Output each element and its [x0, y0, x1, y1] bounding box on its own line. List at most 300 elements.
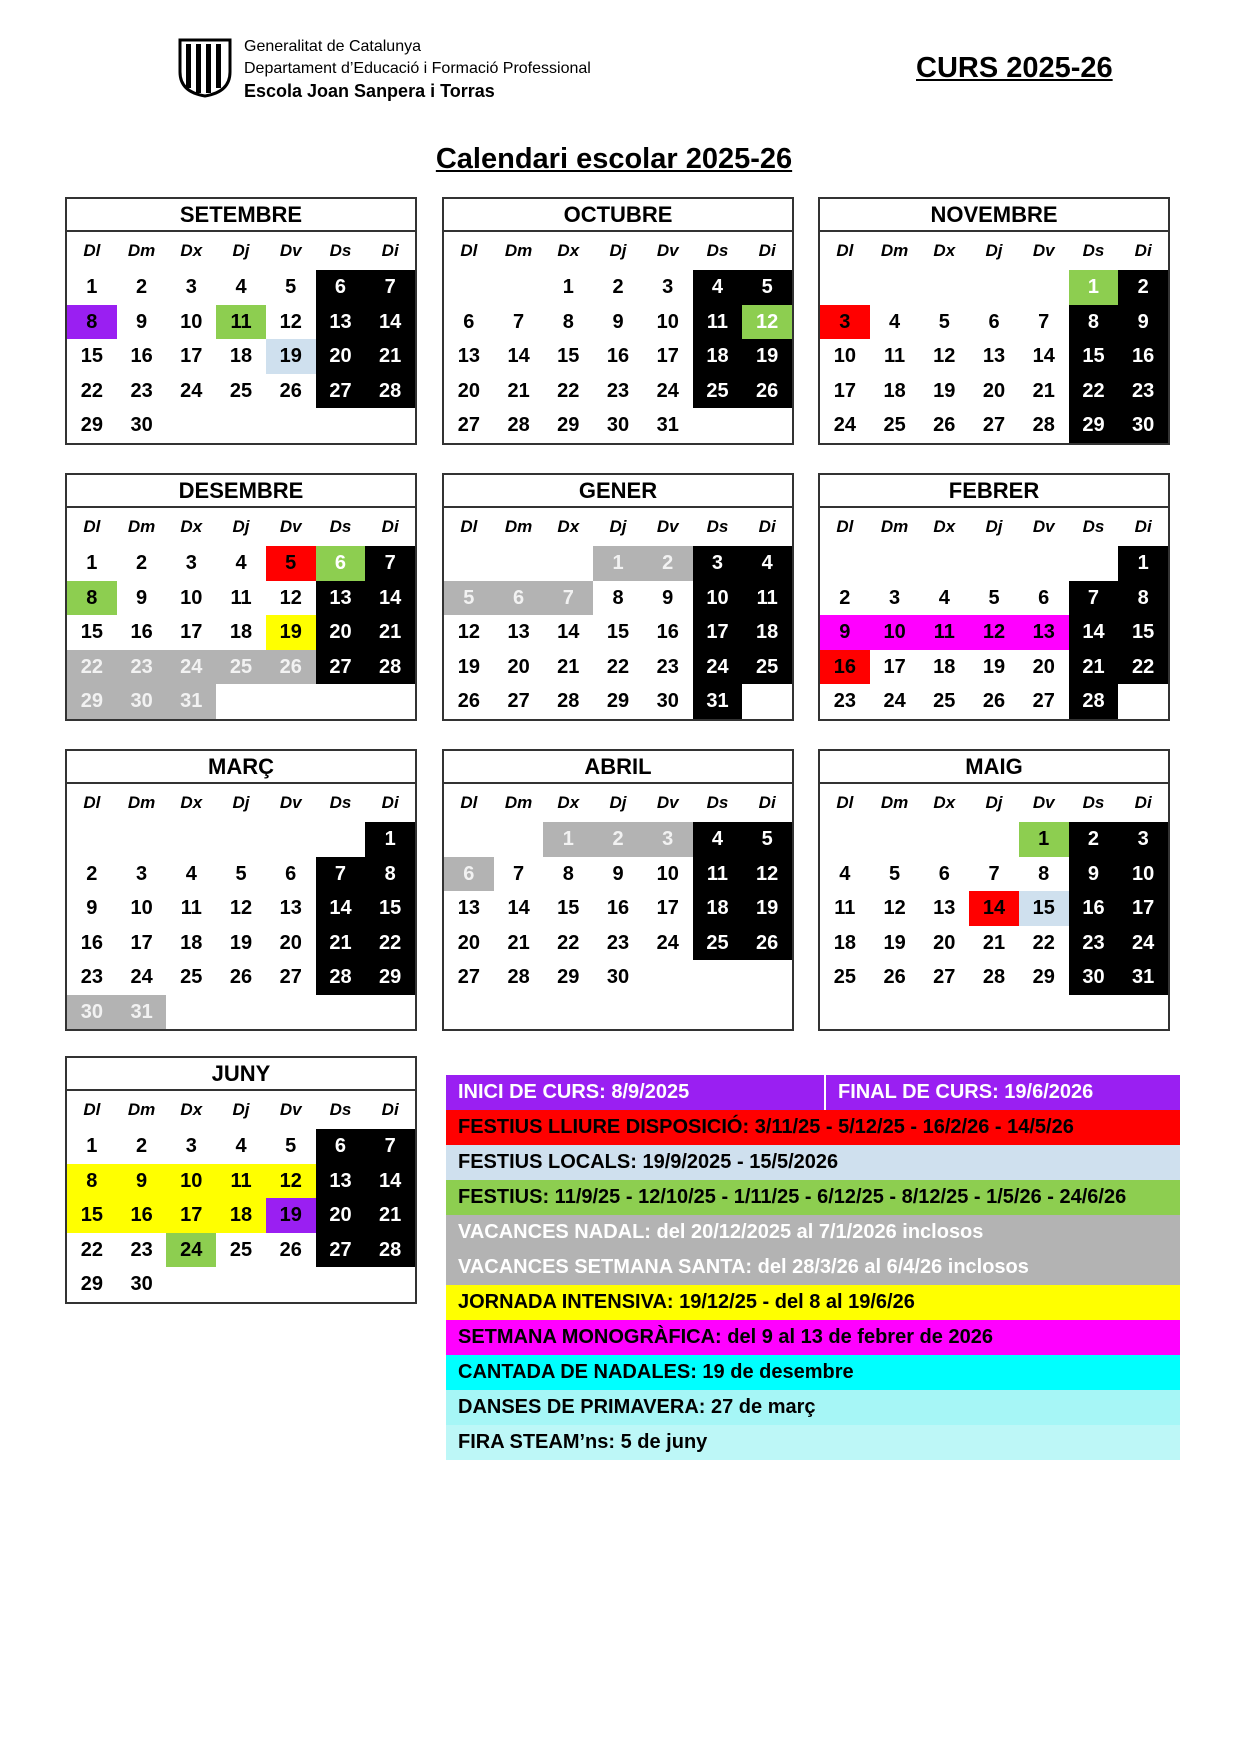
day-cell [820, 546, 870, 581]
day-cell: 20 [457, 931, 480, 954]
day-cell: 10 [656, 862, 679, 885]
day-cell [820, 995, 870, 1030]
day-cell: 30 [656, 690, 679, 712]
week-row [444, 374, 792, 409]
weekday-header [444, 784, 792, 822]
day-cell: 9 [117, 1164, 167, 1199]
weekday-label: Di [381, 241, 399, 260]
week-row [820, 546, 1168, 581]
day-cell: 22 [80, 1238, 103, 1261]
weekday-label: Dj [232, 1100, 250, 1119]
day-cell: 17 [1118, 891, 1168, 926]
legend-row: FIRA STEAM’ns: 5 de juny [446, 1425, 1180, 1460]
day-cell: 25 [216, 650, 266, 685]
course-label: CURS 2025-26 [916, 52, 1113, 84]
day-cell: 29 [80, 414, 103, 436]
day-cell: 13 [457, 345, 480, 367]
weekday-label: Dj [609, 241, 627, 260]
day-cell: 15 [67, 1198, 117, 1233]
day-cell: 27 [1032, 690, 1055, 712]
legend-row: CANTADA DE NADALES: 19 de desembre [446, 1355, 1180, 1390]
day-cell: 24 [883, 690, 906, 712]
day-cell: 10 [130, 897, 153, 919]
week-row [444, 546, 792, 581]
day-cell: 27 [316, 650, 366, 685]
day-cell: 24 [833, 414, 856, 436]
day-cell: 23 [80, 966, 103, 988]
weekday-label: Ds [329, 241, 352, 260]
day-cell: 24 [130, 966, 153, 988]
weekday-label: Dl [836, 793, 854, 812]
legend-row: SETMANA MONOGRÀFICA: del 9 al 13 de febrer de 2026 [446, 1320, 1180, 1355]
day-cell [742, 960, 792, 995]
day-cell: 28 [507, 414, 530, 436]
day-cell: 15 [80, 621, 103, 643]
day-cell: 25 [693, 926, 743, 961]
day-cell: 3 [1118, 822, 1168, 857]
month-name: DESEMBRE [67, 475, 415, 508]
legend-row: FESTIUS: 11/9/25 - 12/10/25 - 1/11/25 - 6/12/25 - 8/12/25 - 1/5/26 - 24/6/26 [446, 1180, 1180, 1215]
day-cell: 6 [1038, 586, 1050, 609]
day-cell: 8 [562, 310, 574, 333]
day-cell: 11 [180, 897, 202, 919]
month-abril [442, 749, 794, 1031]
day-cell: 27 [316, 374, 366, 409]
day-cell: 28 [316, 960, 366, 995]
day-cell: 12 [266, 1164, 316, 1199]
weekday-label: Dx [180, 241, 203, 260]
weekday-label: Dl [460, 241, 478, 260]
weekday-label: Dj [985, 241, 1003, 260]
week-row [67, 305, 415, 340]
day-cell: 14 [1032, 345, 1055, 367]
week-row [444, 650, 792, 685]
day-cell [543, 546, 593, 581]
day-cell: 18 [742, 615, 792, 650]
month-name: MAIG [820, 751, 1168, 784]
legend-course-dates [446, 1075, 1180, 1110]
day-cell: 12 [742, 857, 792, 892]
week-row [444, 305, 792, 340]
day-cell [365, 1267, 415, 1302]
day-cell [494, 270, 544, 305]
day-cell: 14 [507, 897, 530, 919]
day-cell: 9 [612, 310, 624, 333]
day-cell: 24 [166, 1233, 216, 1268]
week-row [444, 960, 792, 995]
week-row [820, 581, 1168, 616]
day-cell: 25 [693, 374, 743, 409]
day-cell: 7 [365, 270, 415, 305]
legend-rows [446, 1110, 1180, 1460]
day-cell [969, 546, 1019, 581]
day-cell [919, 995, 969, 1030]
day-cell: 5 [889, 862, 901, 885]
weekday-label: Dv [656, 241, 679, 260]
weekday-label: Dj [232, 517, 250, 536]
day-cell: 29 [557, 966, 580, 988]
week-row [444, 857, 792, 892]
day-cell [742, 684, 792, 719]
month-name: JUNY [67, 1058, 415, 1091]
week-row [820, 374, 1168, 409]
day-cell: 5 [742, 270, 792, 305]
day-cell: 12 [457, 621, 480, 643]
week-row [67, 408, 415, 443]
day-cell [494, 995, 544, 1030]
day-cell: 30 [130, 414, 153, 436]
day-cell: 18 [180, 931, 203, 954]
day-cell [870, 270, 920, 305]
day-cell: 26 [742, 926, 792, 961]
day-cell: 8 [67, 1164, 117, 1199]
day-cell [1019, 546, 1069, 581]
week-row [67, 891, 415, 926]
day-cell: 20 [507, 655, 530, 678]
day-cell: 3 [643, 822, 693, 857]
day-cell: 9 [136, 310, 148, 333]
day-cell: 21 [982, 931, 1006, 954]
day-cell [1069, 546, 1119, 581]
weekday-label: Dx [933, 517, 956, 536]
day-cell: 11 [884, 345, 906, 367]
weekday-label: Dm [880, 517, 909, 536]
day-cell: 10 [1118, 857, 1168, 892]
day-cell: 8 [1069, 305, 1119, 340]
day-cell: 27 [279, 966, 302, 988]
day-cell: 7 [1038, 310, 1050, 333]
day-cell: 18 [693, 339, 743, 374]
day-cell: 4 [742, 546, 792, 581]
day-cell: 14 [365, 581, 415, 616]
day-cell: 26 [279, 379, 302, 402]
day-cell: 23 [117, 650, 167, 685]
day-cell: 6 [316, 546, 366, 581]
day-cell [919, 270, 969, 305]
day-cell: 23 [656, 655, 679, 678]
day-cell: 26 [266, 650, 316, 685]
month-name: NOVEMBRE [820, 199, 1168, 232]
day-cell [969, 270, 1019, 305]
day-cell: 1 [86, 276, 98, 298]
day-cell: 14 [557, 621, 580, 643]
day-cell: 22 [1032, 931, 1055, 954]
day-cell: 3 [136, 862, 148, 885]
day-cell: 3 [693, 546, 743, 581]
weekday-label: Dx [557, 793, 580, 812]
day-cell: 2 [839, 586, 851, 609]
day-cell: 11 [216, 305, 266, 340]
day-cell: 19 [266, 339, 316, 374]
day-cell: 30 [117, 684, 167, 719]
day-cell: 21 [365, 339, 415, 374]
month-març [65, 749, 417, 1031]
day-cell: 16 [606, 897, 630, 919]
day-cell: 3 [185, 1135, 197, 1157]
day-cell: 7 [365, 546, 415, 581]
weekday-label: Dx [180, 793, 203, 812]
day-cell: 7 [543, 581, 593, 616]
day-cell: 2 [643, 546, 693, 581]
day-cell: 25 [883, 414, 906, 436]
day-cell [316, 408, 366, 443]
week-row [820, 270, 1168, 305]
weekday-label: Dm [504, 241, 533, 260]
weekday-label: Di [758, 793, 776, 812]
day-cell: 12 [883, 897, 906, 919]
weekday-label: Ds [706, 793, 729, 812]
day-cell: 29 [1069, 408, 1119, 443]
day-cell [166, 1267, 216, 1302]
day-cell: 25 [742, 650, 792, 685]
day-cell [742, 995, 792, 1030]
weekday-label: Dm [504, 517, 533, 536]
day-cell: 16 [1118, 339, 1168, 374]
day-cell: 1 [1118, 546, 1168, 581]
day-cell: 17 [833, 379, 856, 402]
week-row [820, 822, 1168, 857]
day-cell: 28 [365, 374, 415, 409]
weekday-label: Dl [836, 517, 854, 536]
day-cell [919, 822, 969, 857]
day-cell: 23 [606, 931, 630, 954]
day-cell: 29 [80, 1273, 103, 1295]
day-cell [365, 995, 415, 1030]
day-cell: 27 [933, 966, 956, 988]
day-cell: 30 [67, 995, 117, 1030]
day-cell [820, 270, 870, 305]
day-cell: 31 [656, 414, 679, 436]
day-cell: 17 [180, 621, 203, 643]
day-cell: 22 [1069, 374, 1119, 409]
day-cell: 28 [982, 966, 1006, 988]
day-cell: 22 [1118, 650, 1168, 685]
day-cell: 27 [457, 414, 480, 436]
day-cell: 7 [988, 862, 1000, 885]
weekday-header [67, 784, 415, 822]
week-row [444, 684, 792, 719]
legend-row: FESTIUS LOCALS: 19/9/2025 - 15/5/2026 [446, 1145, 1180, 1180]
day-cell: 10 [870, 615, 920, 650]
weekday-label: Dl [83, 517, 101, 536]
week-row [820, 615, 1168, 650]
day-cell: 31 [166, 684, 216, 719]
day-cell: 19 [457, 655, 480, 678]
weekday-label: Dl [83, 1100, 101, 1119]
day-cell: 4 [693, 270, 743, 305]
day-cell: 1 [86, 552, 98, 574]
day-cell: 21 [1032, 379, 1055, 402]
day-cell: 11 [693, 305, 743, 340]
day-cell: 25 [833, 966, 856, 988]
day-cell: 19 [933, 379, 956, 402]
legend [446, 1075, 1180, 1460]
day-cell: 17 [656, 345, 679, 367]
day-cell: 11 [693, 857, 743, 892]
week-row [67, 581, 415, 616]
month-name: ABRIL [444, 751, 792, 784]
day-cell: 9 [662, 586, 674, 609]
week-row [444, 270, 792, 305]
day-cell: 31 [693, 684, 743, 719]
weekday-label: Ds [1082, 241, 1105, 260]
day-cell: 22 [365, 926, 415, 961]
legend-course-start: INICI DE CURS: 8/9/2025 [446, 1075, 826, 1110]
day-cell [693, 960, 743, 995]
weekday-label: Dv [656, 793, 679, 812]
day-cell: 4 [839, 862, 851, 885]
day-cell: 10 [180, 310, 203, 333]
day-cell [316, 1267, 366, 1302]
day-cell: 16 [130, 621, 153, 643]
day-cell [266, 408, 316, 443]
day-cell: 12 [229, 897, 253, 919]
month-desembre [65, 473, 417, 721]
day-cell: 19 [883, 931, 906, 954]
day-cell: 29 [557, 414, 580, 436]
day-cell: 10 [693, 581, 743, 616]
day-cell: 20 [933, 931, 956, 954]
day-cell: 24 [656, 379, 679, 402]
day-cell: 14 [507, 345, 530, 367]
week-row [820, 684, 1168, 719]
day-cell [67, 822, 117, 857]
weekday-label: Di [1134, 793, 1152, 812]
weekday-label: Dj [232, 241, 250, 260]
weekday-header [444, 508, 792, 546]
day-cell: 30 [1118, 408, 1168, 443]
day-cell: 15 [365, 891, 415, 926]
day-cell: 26 [883, 966, 906, 988]
day-cell: 20 [316, 615, 366, 650]
day-cell: 21 [1069, 650, 1119, 685]
day-cell: 11 [834, 897, 856, 919]
day-cell: 19 [742, 891, 792, 926]
day-cell: 15 [1069, 339, 1119, 374]
weekday-label: Dv [1032, 793, 1055, 812]
day-cell: 8 [1118, 581, 1168, 616]
month-name: GENER [444, 475, 792, 508]
day-cell: 25 [229, 1238, 253, 1261]
day-cell: 5 [988, 586, 1000, 609]
day-cell: 22 [557, 379, 580, 402]
weekday-label: Dx [933, 793, 956, 812]
day-cell: 16 [1069, 891, 1119, 926]
day-cell: 30 [130, 1273, 153, 1295]
day-cell: 26 [279, 1238, 302, 1261]
day-cell: 4 [235, 1135, 247, 1157]
week-row [820, 960, 1168, 995]
week-row [67, 960, 415, 995]
month-name: OCTUBRE [444, 199, 792, 232]
day-cell: 28 [557, 690, 580, 712]
weekday-header [67, 1091, 415, 1129]
weekday-label: Dl [460, 793, 478, 812]
day-cell: 28 [365, 1233, 415, 1268]
school-name: Escola Joan Sanpera i Torras [244, 81, 495, 101]
day-cell: 2 [1118, 270, 1168, 305]
weekday-label: Dv [1032, 517, 1055, 536]
day-cell: 30 [606, 414, 630, 436]
day-cell: 17 [883, 655, 906, 678]
day-cell: 5 [266, 546, 316, 581]
day-cell [166, 822, 216, 857]
day-cell: 9 [1069, 857, 1119, 892]
day-cell: 14 [969, 891, 1019, 926]
day-cell: 19 [266, 1198, 316, 1233]
month-name: FEBRER [820, 475, 1168, 508]
day-cell: 1 [562, 276, 574, 298]
month-name: SETEMBRE [67, 199, 415, 232]
generalitat-logo [176, 36, 234, 98]
day-cell: 8 [612, 586, 624, 609]
day-cell: 24 [166, 650, 216, 685]
day-cell: 7 [316, 857, 366, 892]
day-cell: 5 [235, 862, 247, 885]
legend-row: DANSES DE PRIMAVERA: 27 de març [446, 1390, 1180, 1425]
day-cell: 17 [130, 931, 153, 954]
day-cell [820, 822, 870, 857]
day-cell: 25 [229, 379, 253, 402]
day-cell: 1 [86, 1135, 98, 1157]
week-row [67, 270, 415, 305]
week-row [67, 1164, 415, 1199]
week-row [67, 1198, 415, 1233]
weekday-label: Dv [1032, 241, 1055, 260]
month-octubre [442, 197, 794, 445]
day-cell: 16 [80, 931, 103, 954]
weekday-label: Dm [127, 241, 156, 260]
week-row [444, 408, 792, 443]
day-cell [216, 684, 266, 719]
day-cell: 5 [285, 276, 297, 298]
day-cell [316, 684, 366, 719]
day-cell: 6 [494, 581, 544, 616]
day-cell: 18 [216, 1198, 266, 1233]
day-cell: 22 [557, 931, 580, 954]
day-cell: 23 [130, 379, 153, 402]
week-row [67, 374, 415, 409]
day-cell [166, 408, 216, 443]
day-cell: 18 [229, 621, 253, 643]
day-cell: 14 [1069, 615, 1119, 650]
day-cell [1118, 684, 1168, 719]
day-cell: 13 [982, 345, 1006, 367]
legend-row: VACANCES SETMANA SANTA: del 28/3/26 al 6/4/26 inclosos [446, 1250, 1180, 1285]
month-maig [818, 749, 1170, 1031]
day-cell: 11 [919, 615, 969, 650]
day-cell: 28 [1032, 414, 1055, 436]
weekday-label: Dj [232, 793, 250, 812]
day-cell: 12 [742, 305, 792, 340]
day-cell: 10 [180, 586, 203, 609]
day-cell: 15 [557, 897, 580, 919]
day-cell: 11 [742, 581, 792, 616]
department-name: Departament d’Educació i Formació Professional [244, 60, 591, 77]
day-cell: 7 [513, 862, 525, 885]
week-row [820, 926, 1168, 961]
day-cell [316, 995, 366, 1030]
day-cell: 16 [656, 621, 679, 643]
weekday-label: Dx [557, 517, 580, 536]
day-cell: 2 [136, 276, 148, 298]
day-cell: 23 [1069, 926, 1119, 961]
day-cell: 21 [507, 379, 530, 402]
month-novembre [818, 197, 1170, 445]
day-cell: 24 [1118, 926, 1168, 961]
day-cell: 28 [1069, 684, 1119, 719]
weekday-label: Dx [180, 1100, 203, 1119]
